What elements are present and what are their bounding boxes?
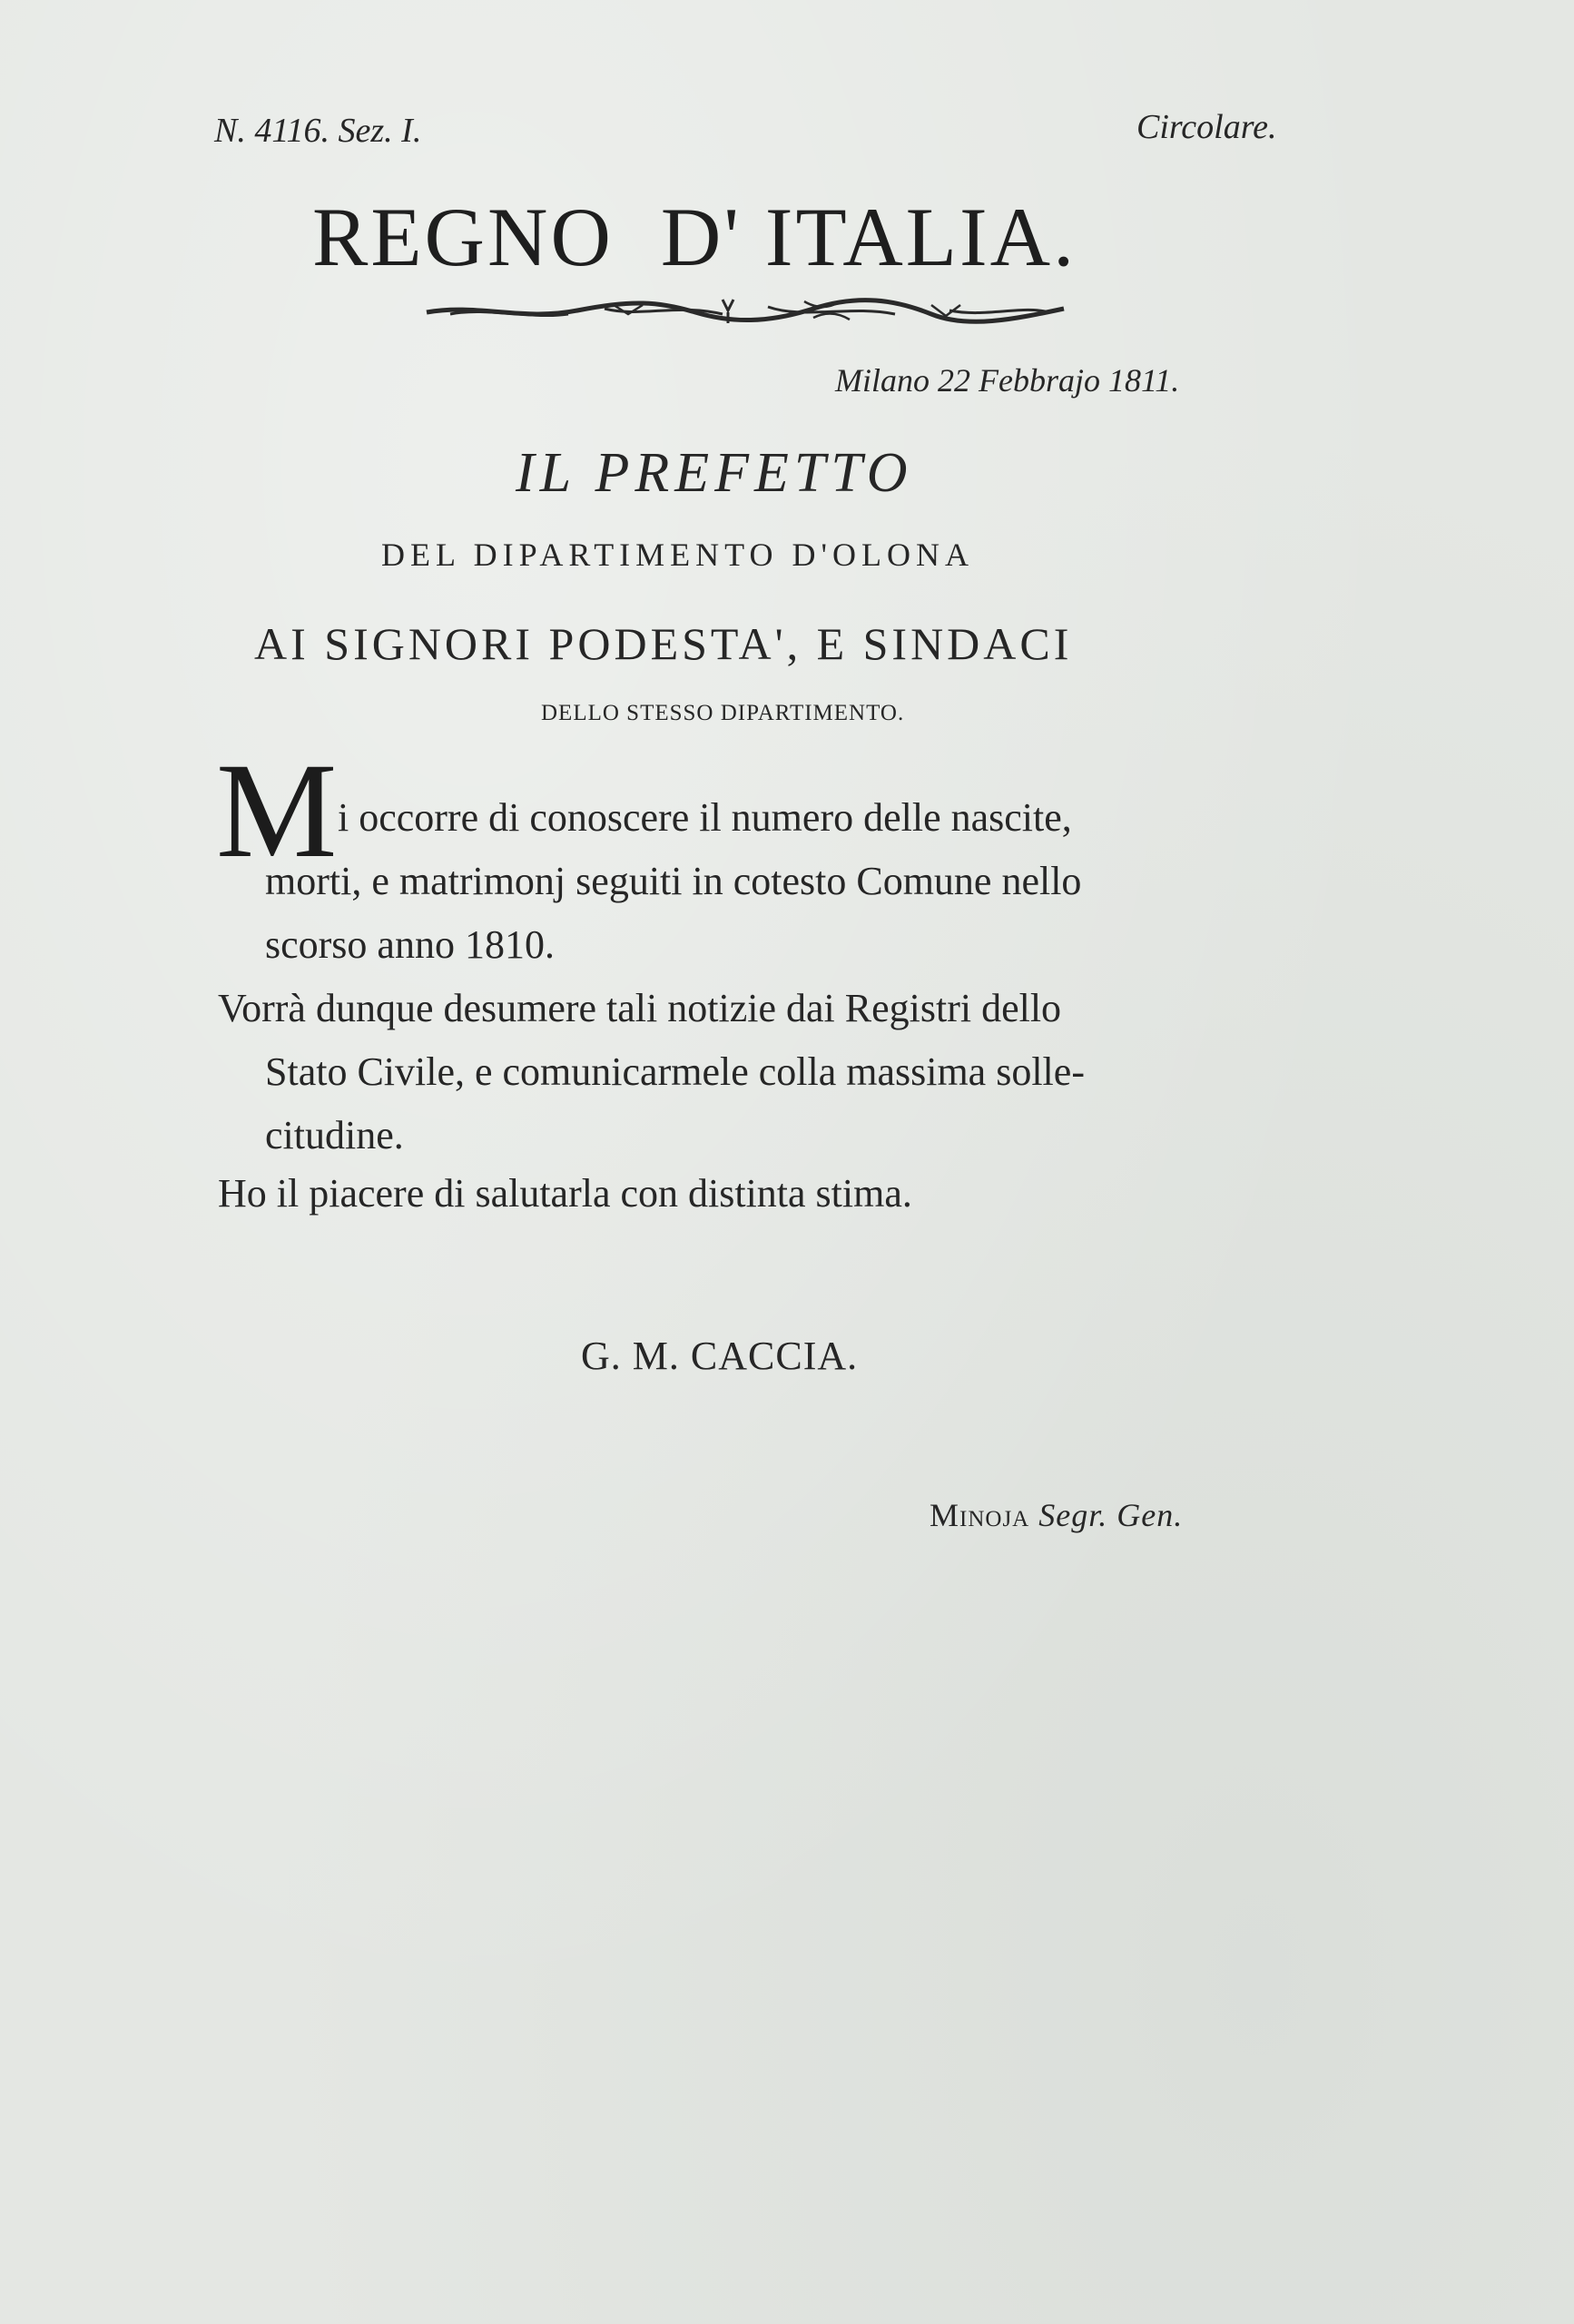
reference-number: N. 4116. Sez. I. — [214, 112, 422, 150]
addressee-subline: DELLO STESSO DIPARTIMENTO. — [541, 701, 905, 725]
body-line: Vorrà dunque desumere tali notizie dai Registri dello — [218, 986, 1062, 1030]
secretary-title: Segr. Gen. — [1038, 1497, 1184, 1533]
kingdom-title: REGNO D' ITALIA. — [312, 191, 1077, 283]
addressee-line: AI SIGNORI PODESTA', E SINDACI — [254, 618, 1073, 669]
body-line: Stato Civile, e comunicarmele colla massima solle- — [265, 1049, 1085, 1094]
body-line: scorso anno 1810. — [265, 922, 555, 967]
secretary-signature — [930, 1496, 1183, 1534]
place-date: Milano 22 Febbrajo 1811. — [835, 362, 1180, 399]
signature: G. M. CACCIA. — [581, 1334, 859, 1378]
body-line: citudine. — [265, 1113, 404, 1157]
sender-department: DEL DIPARTIMENTO D'OLONA — [381, 537, 974, 573]
secretary-name: Minoja — [930, 1497, 1030, 1533]
sender-title: IL PREFETTO — [516, 442, 913, 504]
closing-line: Ho il piacere di salutarla con distinta stima. — [218, 1171, 912, 1216]
ornamental-rule-icon — [423, 296, 1067, 329]
drop-cap: M — [216, 735, 338, 886]
document-type: Circolare. — [1136, 108, 1277, 146]
body-line: morti, e matrimonj seguiti in cotesto Comune nello — [265, 859, 1082, 903]
body-line: i occorre di conoscere il numero delle nascite, — [338, 795, 1072, 840]
